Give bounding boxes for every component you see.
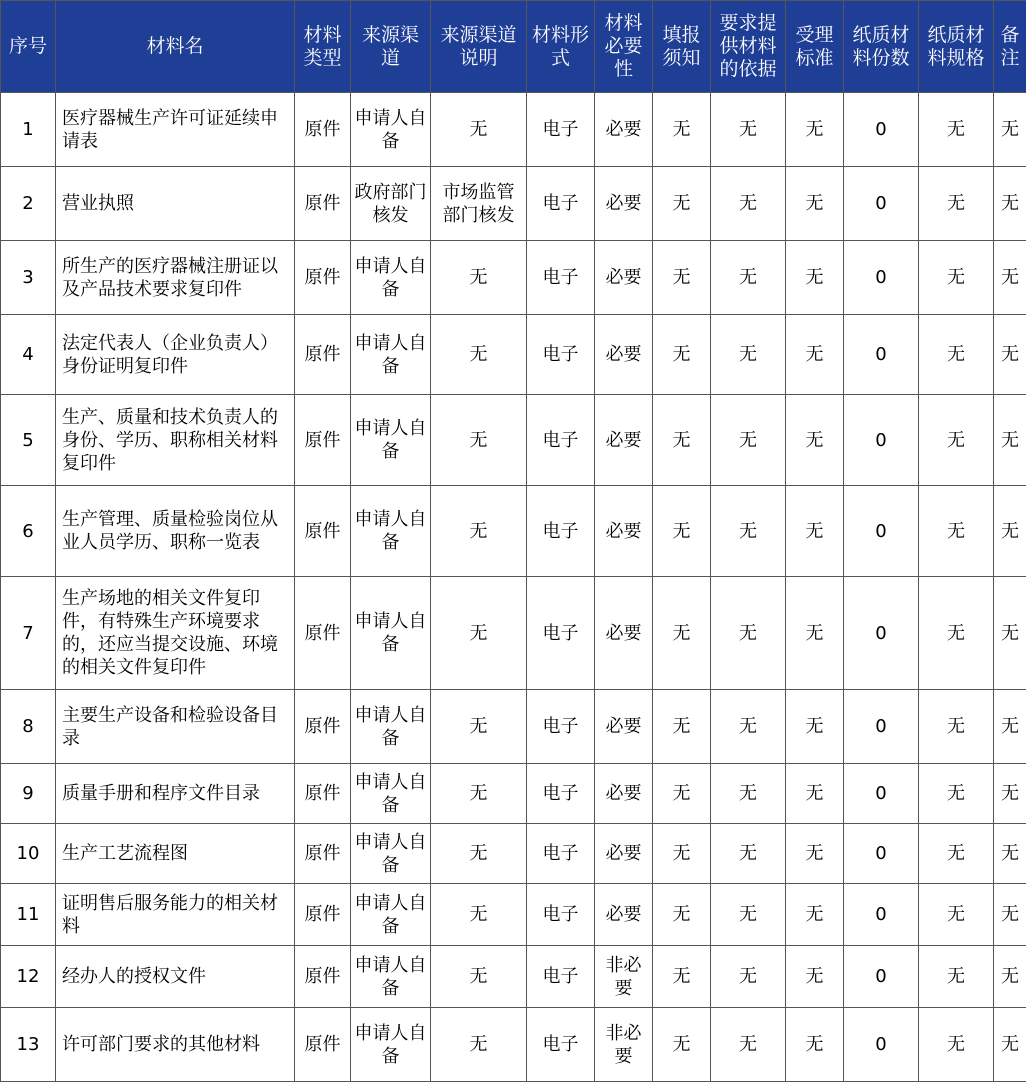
- cell-paper-spec: 无: [919, 241, 994, 315]
- cell-source: 申请人自备: [351, 315, 431, 395]
- table-row: [1, 946, 1026, 1008]
- cell-paper-count: 0: [844, 486, 919, 577]
- table-row: [1, 93, 1026, 167]
- cell-notes: 无: [653, 690, 711, 764]
- header-row: [1, 1, 1026, 93]
- header-type: 材料类型: [295, 1, 351, 93]
- cell-source-desc: 无: [431, 946, 527, 1008]
- cell-paper-spec: 无: [919, 486, 994, 577]
- cell-type: 原件: [295, 395, 351, 486]
- cell-standard: 无: [786, 486, 844, 577]
- cell-seq: 4: [1, 315, 56, 395]
- cell-notes: 无: [653, 395, 711, 486]
- cell-paper-spec: 无: [919, 395, 994, 486]
- cell-source-desc: 无: [431, 824, 527, 884]
- cell-standard: 无: [786, 577, 844, 690]
- cell-remark: 无: [994, 1008, 1026, 1082]
- cell-remark: 无: [994, 486, 1026, 577]
- cell-notes: 无: [653, 764, 711, 824]
- cell-notes: 无: [653, 884, 711, 946]
- header-source: 来源渠道: [351, 1, 431, 93]
- cell-source-desc: 无: [431, 93, 527, 167]
- cell-name: 营业执照: [56, 167, 295, 241]
- cell-basis: 无: [711, 1008, 786, 1082]
- cell-notes: 无: [653, 1008, 711, 1082]
- header-source-desc: 来源渠道说明: [431, 1, 527, 93]
- table-row: [1, 167, 1026, 241]
- cell-remark: 无: [994, 395, 1026, 486]
- cell-notes: 无: [653, 824, 711, 884]
- cell-form: 电子: [527, 764, 595, 824]
- cell-type: 原件: [295, 486, 351, 577]
- cell-required: 必要: [595, 241, 653, 315]
- cell-basis: 无: [711, 93, 786, 167]
- cell-required: 必要: [595, 93, 653, 167]
- cell-seq: 2: [1, 167, 56, 241]
- cell-standard: 无: [786, 884, 844, 946]
- cell-source: 申请人自备: [351, 946, 431, 1008]
- cell-paper-count: 0: [844, 690, 919, 764]
- cell-form: 电子: [527, 167, 595, 241]
- cell-seq: 6: [1, 486, 56, 577]
- cell-basis: 无: [711, 764, 786, 824]
- cell-name: 质量手册和程序文件目录: [56, 764, 295, 824]
- cell-required: 非必要: [595, 946, 653, 1008]
- cell-standard: 无: [786, 93, 844, 167]
- cell-seq: 9: [1, 764, 56, 824]
- cell-source-desc: 无: [431, 690, 527, 764]
- table-row: [1, 690, 1026, 764]
- cell-required: 必要: [595, 884, 653, 946]
- table-body: [1, 93, 1026, 1082]
- cell-basis: 无: [711, 395, 786, 486]
- cell-paper-count: 0: [844, 764, 919, 824]
- cell-form: 电子: [527, 577, 595, 690]
- cell-type: 原件: [295, 93, 351, 167]
- cell-seq: 5: [1, 395, 56, 486]
- cell-paper-count: 0: [844, 577, 919, 690]
- cell-remark: 无: [994, 824, 1026, 884]
- cell-notes: 无: [653, 577, 711, 690]
- cell-name: 经办人的授权文件: [56, 946, 295, 1008]
- cell-type: 原件: [295, 315, 351, 395]
- cell-name: 生产工艺流程图: [56, 824, 295, 884]
- cell-source: 政府部门核发: [351, 167, 431, 241]
- cell-type: 原件: [295, 241, 351, 315]
- cell-notes: 无: [653, 167, 711, 241]
- cell-paper-count: 0: [844, 395, 919, 486]
- cell-paper-spec: 无: [919, 690, 994, 764]
- header-standard: 受理标准: [786, 1, 844, 93]
- cell-notes: 无: [653, 946, 711, 1008]
- table-row: [1, 241, 1026, 315]
- cell-standard: 无: [786, 167, 844, 241]
- table-row: [1, 315, 1026, 395]
- cell-remark: 无: [994, 690, 1026, 764]
- cell-paper-count: 0: [844, 1008, 919, 1082]
- cell-source-desc: 市场监管部门核发: [431, 167, 527, 241]
- cell-form: 电子: [527, 241, 595, 315]
- cell-source-desc: 无: [431, 764, 527, 824]
- cell-standard: 无: [786, 690, 844, 764]
- cell-basis: 无: [711, 824, 786, 884]
- cell-paper-spec: 无: [919, 315, 994, 395]
- cell-basis: 无: [711, 577, 786, 690]
- cell-source-desc: 无: [431, 577, 527, 690]
- cell-form: 电子: [527, 93, 595, 167]
- header-name: 材料名: [56, 1, 295, 93]
- cell-source: 申请人自备: [351, 1008, 431, 1082]
- cell-name: 生产、质量和技术负责人的身份、学历、职称相关材料复印件: [56, 395, 295, 486]
- cell-form: 电子: [527, 315, 595, 395]
- cell-standard: 无: [786, 315, 844, 395]
- cell-name: 法定代表人（企业负责人）身份证明复印件: [56, 315, 295, 395]
- cell-standard: 无: [786, 241, 844, 315]
- cell-type: 原件: [295, 824, 351, 884]
- cell-notes: 无: [653, 241, 711, 315]
- cell-standard: 无: [786, 395, 844, 486]
- cell-form: 电子: [527, 824, 595, 884]
- cell-form: 电子: [527, 1008, 595, 1082]
- cell-source-desc: 无: [431, 395, 527, 486]
- cell-remark: 无: [994, 241, 1026, 315]
- cell-paper-count: 0: [844, 315, 919, 395]
- cell-seq: 8: [1, 690, 56, 764]
- cell-type: 原件: [295, 764, 351, 824]
- cell-remark: 无: [994, 93, 1026, 167]
- header-paper-count: 纸质材料份数: [844, 1, 919, 93]
- cell-source: 申请人自备: [351, 93, 431, 167]
- cell-required: 必要: [595, 315, 653, 395]
- cell-standard: 无: [786, 824, 844, 884]
- cell-basis: 无: [711, 690, 786, 764]
- cell-required: 必要: [595, 486, 653, 577]
- cell-name: 许可部门要求的其他材料: [56, 1008, 295, 1082]
- cell-name: 主要生产设备和检验设备目录: [56, 690, 295, 764]
- cell-basis: 无: [711, 884, 786, 946]
- cell-paper-spec: 无: [919, 167, 994, 241]
- cell-basis: 无: [711, 315, 786, 395]
- cell-required: 必要: [595, 167, 653, 241]
- cell-notes: 无: [653, 315, 711, 395]
- cell-name: 医疗器械生产许可证延续申请表: [56, 93, 295, 167]
- cell-standard: 无: [786, 946, 844, 1008]
- cell-remark: 无: [994, 167, 1026, 241]
- table-row: [1, 1008, 1026, 1082]
- cell-source-desc: 无: [431, 241, 527, 315]
- table-row: [1, 764, 1026, 824]
- cell-source: 申请人自备: [351, 690, 431, 764]
- header-paper-spec: 纸质材料规格: [919, 1, 994, 93]
- cell-paper-spec: 无: [919, 824, 994, 884]
- cell-source: 申请人自备: [351, 824, 431, 884]
- cell-source: 申请人自备: [351, 577, 431, 690]
- cell-basis: 无: [711, 486, 786, 577]
- cell-form: 电子: [527, 884, 595, 946]
- header-form: 材料形式: [527, 1, 595, 93]
- table-row: [1, 486, 1026, 577]
- cell-name: 生产场地的相关文件复印件，有特殊生产环境要求的，还应当提交设施、环境的相关文件复印件: [56, 577, 295, 690]
- cell-seq: 10: [1, 824, 56, 884]
- cell-type: 原件: [295, 884, 351, 946]
- cell-remark: 无: [994, 884, 1026, 946]
- cell-paper-spec: 无: [919, 93, 994, 167]
- cell-remark: 无: [994, 946, 1026, 1008]
- cell-paper-count: 0: [844, 241, 919, 315]
- header-notes: 填报须知: [653, 1, 711, 93]
- cell-source: 申请人自备: [351, 395, 431, 486]
- cell-notes: 无: [653, 93, 711, 167]
- cell-remark: 无: [994, 764, 1026, 824]
- cell-paper-spec: 无: [919, 577, 994, 690]
- cell-type: 原件: [295, 577, 351, 690]
- cell-required: 必要: [595, 395, 653, 486]
- cell-basis: 无: [711, 946, 786, 1008]
- cell-required: 必要: [595, 577, 653, 690]
- cell-paper-count: 0: [844, 884, 919, 946]
- cell-source: 申请人自备: [351, 486, 431, 577]
- table-row: [1, 395, 1026, 486]
- cell-paper-spec: 无: [919, 884, 994, 946]
- cell-name: 所生产的医疗器械注册证以及产品技术要求复印件: [56, 241, 295, 315]
- cell-source-desc: 无: [431, 486, 527, 577]
- cell-paper-spec: 无: [919, 764, 994, 824]
- cell-standard: 无: [786, 764, 844, 824]
- table-row: [1, 824, 1026, 884]
- cell-form: 电子: [527, 395, 595, 486]
- cell-form: 电子: [527, 486, 595, 577]
- cell-paper-count: 0: [844, 946, 919, 1008]
- cell-remark: 无: [994, 315, 1026, 395]
- table-row: [1, 577, 1026, 690]
- cell-type: 原件: [295, 1008, 351, 1082]
- cell-source-desc: 无: [431, 884, 527, 946]
- cell-basis: 无: [711, 167, 786, 241]
- cell-required: 必要: [595, 824, 653, 884]
- cell-basis: 无: [711, 241, 786, 315]
- cell-form: 电子: [527, 690, 595, 764]
- cell-seq: 13: [1, 1008, 56, 1082]
- cell-type: 原件: [295, 946, 351, 1008]
- cell-seq: 7: [1, 577, 56, 690]
- cell-required: 必要: [595, 690, 653, 764]
- cell-seq: 11: [1, 884, 56, 946]
- cell-seq: 3: [1, 241, 56, 315]
- cell-notes: 无: [653, 486, 711, 577]
- cell-paper-spec: 无: [919, 1008, 994, 1082]
- table-row: [1, 884, 1026, 946]
- cell-required: 必要: [595, 764, 653, 824]
- header-remark: 备注: [994, 1, 1026, 93]
- cell-type: 原件: [295, 167, 351, 241]
- cell-paper-spec: 无: [919, 946, 994, 1008]
- cell-seq: 12: [1, 946, 56, 1008]
- cell-source-desc: 无: [431, 1008, 527, 1082]
- cell-paper-count: 0: [844, 93, 919, 167]
- cell-paper-count: 0: [844, 824, 919, 884]
- cell-name: 证明售后服务能力的相关材料: [56, 884, 295, 946]
- header-required: 材料必要性: [595, 1, 653, 93]
- cell-name: 生产管理、质量检验岗位从业人员学历、职称一览表: [56, 486, 295, 577]
- cell-paper-count: 0: [844, 167, 919, 241]
- cell-source: 申请人自备: [351, 764, 431, 824]
- cell-type: 原件: [295, 690, 351, 764]
- cell-form: 电子: [527, 946, 595, 1008]
- cell-source-desc: 无: [431, 315, 527, 395]
- cell-standard: 无: [786, 1008, 844, 1082]
- cell-remark: 无: [994, 577, 1026, 690]
- cell-source: 申请人自备: [351, 884, 431, 946]
- cell-required: 非必要: [595, 1008, 653, 1082]
- header-basis: 要求提供材料的依据: [711, 1, 786, 93]
- cell-seq: 1: [1, 93, 56, 167]
- header-seq: 序号: [1, 1, 56, 93]
- cell-source: 申请人自备: [351, 241, 431, 315]
